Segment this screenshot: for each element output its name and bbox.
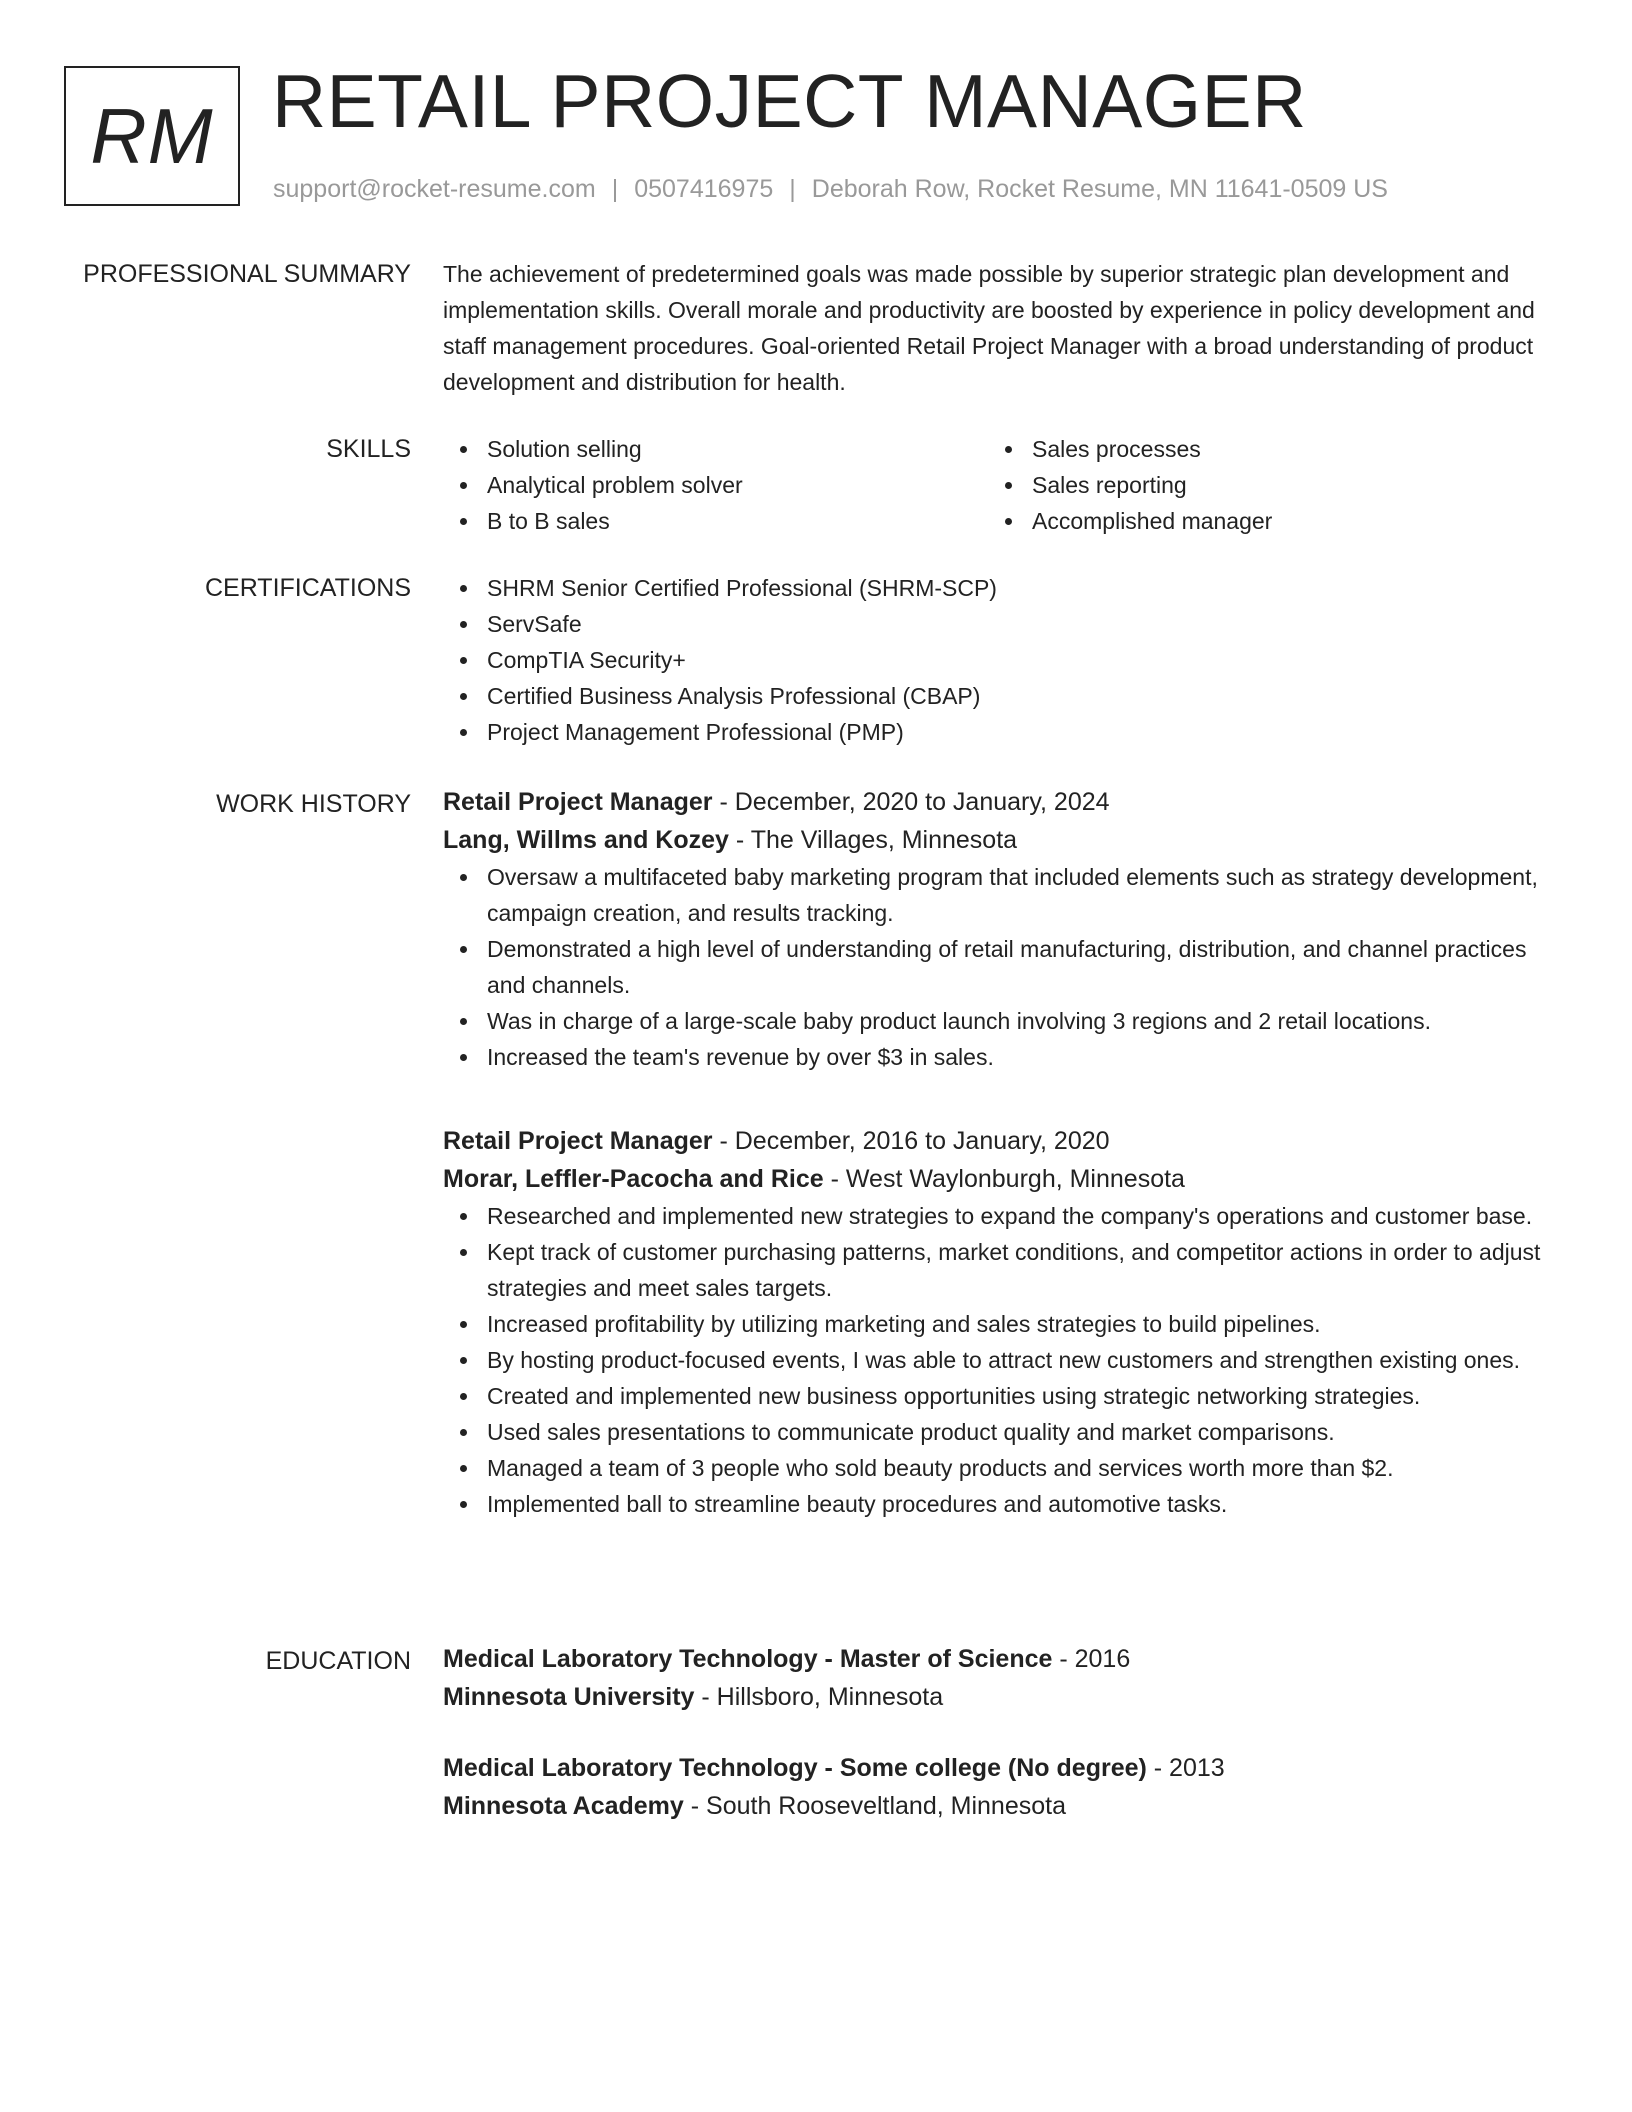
degree-line bbox=[443, 1749, 1543, 1787]
job-company: Morar, Leffler-Pacocha and Rice bbox=[443, 1165, 824, 1193]
job-bullet: Increased profitability by utilizing marketing and sales strategies to build pipelines. bbox=[443, 1306, 1543, 1342]
work-history-heading: WORK HISTORY bbox=[216, 790, 411, 818]
job-bullets bbox=[443, 859, 1543, 1075]
job-location: - The Villages, Minnesota bbox=[728, 826, 1018, 854]
school-name: Minnesota University bbox=[443, 1683, 695, 1711]
summary-section bbox=[443, 256, 1543, 400]
job-bullet: Kept track of customer purchasing patterns, market conditions, and competitor actions in order to adjust strategies and meet sales targets. bbox=[443, 1234, 1543, 1306]
certification-item: ServSafe bbox=[443, 606, 1543, 642]
job-dates: - December, 2016 to January, 2020 bbox=[712, 1127, 1110, 1155]
job-bullet: Was in charge of a large-scale baby product launch involving 3 regions and 2 retail locations. bbox=[443, 1003, 1543, 1039]
summary-text: The achievement of predetermined goals was made possible by superior strategic plan development and implementation skills. Overall morale and productivity are boosted by experience in policy development and staff management procedures. Goal-oriented Retail Project Manager with a broad understanding of product development and distribution for health. bbox=[443, 261, 1535, 395]
skills-list-left bbox=[443, 431, 988, 539]
job-bullet: Demonstrated a high level of understanding of retail manufacturing, distribution, and channel practices and channels. bbox=[443, 931, 1543, 1003]
job-bullets bbox=[443, 1198, 1543, 1522]
skills-list-right bbox=[988, 431, 1533, 539]
job-bullet: Oversaw a multifaceted baby marketing program that included elements such as strategy development, campaign creation, and results tracking. bbox=[443, 859, 1543, 931]
job-bullet: By hosting product-focused events, I was able to attract new customers and strengthen existing ones. bbox=[443, 1342, 1543, 1378]
skill-item: Accomplished manager bbox=[988, 503, 1533, 539]
job-entry bbox=[443, 1122, 1543, 1522]
degree-line bbox=[443, 1640, 1543, 1678]
skill-item: Analytical problem solver bbox=[443, 467, 988, 503]
contact-line bbox=[273, 172, 1388, 206]
job-company-line bbox=[443, 821, 1543, 859]
skill-item: Solution selling bbox=[443, 431, 988, 467]
job-title-line bbox=[443, 783, 1543, 821]
certification-item: SHRM Senior Certified Professional (SHRM-SCP) bbox=[443, 570, 1543, 606]
school-line bbox=[443, 1787, 1543, 1825]
contact-email[interactable]: support@rocket-resume.com bbox=[273, 175, 596, 203]
job-title-line bbox=[443, 1122, 1543, 1160]
certifications-section bbox=[443, 570, 1543, 750]
job-bullet: Managed a team of 3 people who sold beauty products and services worth more than $2. bbox=[443, 1450, 1543, 1486]
certifications-list bbox=[443, 570, 1543, 750]
certifications-heading: CERTIFICATIONS bbox=[204, 574, 411, 602]
job-bullet: Used sales presentations to communicate product quality and market comparisons. bbox=[443, 1414, 1543, 1450]
job-location: - West Waylonburgh, Minnesota bbox=[823, 1165, 1185, 1193]
summary-heading: PROFESSIONAL SUMMARY bbox=[83, 260, 411, 288]
contact-separator: | bbox=[789, 175, 796, 203]
job-bullet: Created and implemented new business opportunities using strategic networking strategies. bbox=[443, 1378, 1543, 1414]
skills-heading: SKILLS bbox=[326, 435, 411, 463]
degree-year: - 2013 bbox=[1146, 1754, 1225, 1782]
contact-address: Deborah Row, Rocket Resume, MN 11641-0509 US bbox=[811, 175, 1388, 203]
job-dates: - December, 2020 to January, 2024 bbox=[712, 788, 1110, 816]
skill-item: Sales processes bbox=[988, 431, 1533, 467]
job-entry bbox=[443, 783, 1543, 1075]
page-title: RETAIL PROJECT MANAGER bbox=[272, 59, 1307, 143]
skills-section bbox=[443, 431, 1543, 539]
certification-item: Certified Business Analysis Professional (CBAP) bbox=[443, 678, 1543, 714]
school-location: - South Rooseveltland, Minnesota bbox=[683, 1792, 1066, 1820]
skill-item: Sales reporting bbox=[988, 467, 1533, 503]
job-bullet: Researched and implemented new strategies to expand the company's operations and customer base. bbox=[443, 1198, 1543, 1234]
job-bullet: Increased the team's revenue by over $3 in sales. bbox=[443, 1039, 1543, 1075]
contact-phone[interactable]: 0507416975 bbox=[634, 175, 774, 203]
job-title: Retail Project Manager bbox=[443, 788, 713, 816]
education-entry bbox=[443, 1640, 1543, 1716]
skill-item: B to B sales bbox=[443, 503, 988, 539]
certification-item: CompTIA Security+ bbox=[443, 642, 1543, 678]
contact-separator: | bbox=[611, 175, 619, 203]
job-company: Lang, Willms and Kozey bbox=[443, 826, 729, 854]
education-heading: EDUCATION bbox=[265, 1647, 411, 1675]
degree-year: - 2016 bbox=[1052, 1645, 1131, 1673]
degree-name: Medical Laboratory Technology - Some college (No degree) bbox=[443, 1754, 1147, 1782]
job-title: Retail Project Manager bbox=[443, 1127, 713, 1155]
certification-item: Project Management Professional (PMP) bbox=[443, 714, 1543, 750]
school-name: Minnesota Academy bbox=[443, 1792, 684, 1820]
school-line bbox=[443, 1678, 1543, 1716]
school-location: - Hillsboro, Minnesota bbox=[694, 1683, 944, 1711]
job-company-line bbox=[443, 1160, 1543, 1198]
monogram-logo: RM bbox=[64, 66, 240, 206]
job-bullet: Implemented ball to streamline beauty procedures and automotive tasks. bbox=[443, 1486, 1543, 1522]
degree-name: Medical Laboratory Technology - Master of Science bbox=[443, 1645, 1053, 1673]
education-entry bbox=[443, 1749, 1543, 1825]
